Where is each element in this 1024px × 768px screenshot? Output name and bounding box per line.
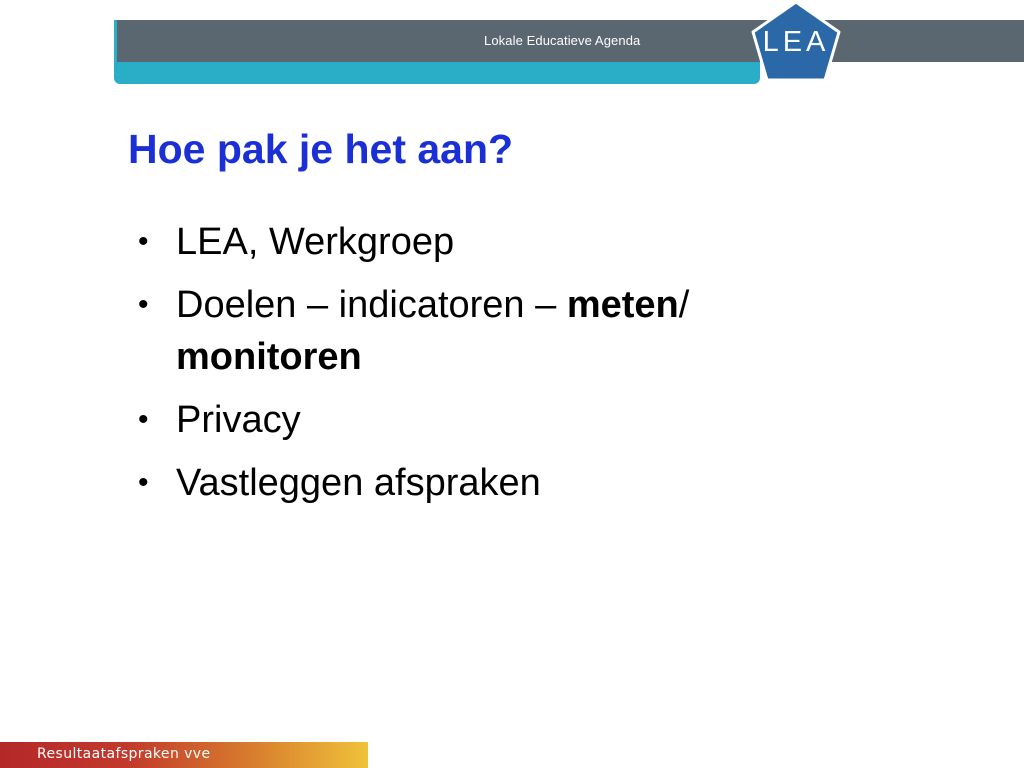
bullet-dot-icon: •: [138, 288, 149, 321]
page-title: Hoe pak je het aan?: [128, 126, 514, 172]
list-item-text-bold: meten: [566, 284, 679, 326]
list-item-text: LEA, Werkgroep: [176, 221, 455, 263]
list-item: [136, 216, 836, 268]
bullet-dot-icon: •: [138, 466, 149, 499]
list-item-text-separator: /: [678, 284, 690, 326]
bullet-dot-icon: •: [138, 225, 149, 258]
list-item-text: Privacy: [176, 399, 301, 441]
list-item: [136, 394, 836, 446]
footer-text: Resultaatafspraken vve: [37, 746, 211, 762]
bullet-dot-icon: •: [138, 403, 149, 436]
logo-text: LEA: [762, 26, 830, 58]
header-banner-title: Lokale Educatieve Agenda: [484, 33, 641, 48]
list-item-text: Doelen – indicatoren –: [176, 284, 567, 326]
list-item: [136, 279, 836, 383]
list-item: [136, 457, 836, 509]
bullet-list: [136, 216, 836, 520]
list-item-text-bold: monitoren: [176, 336, 362, 378]
list-item-text: Vastleggen afspraken: [176, 462, 541, 504]
